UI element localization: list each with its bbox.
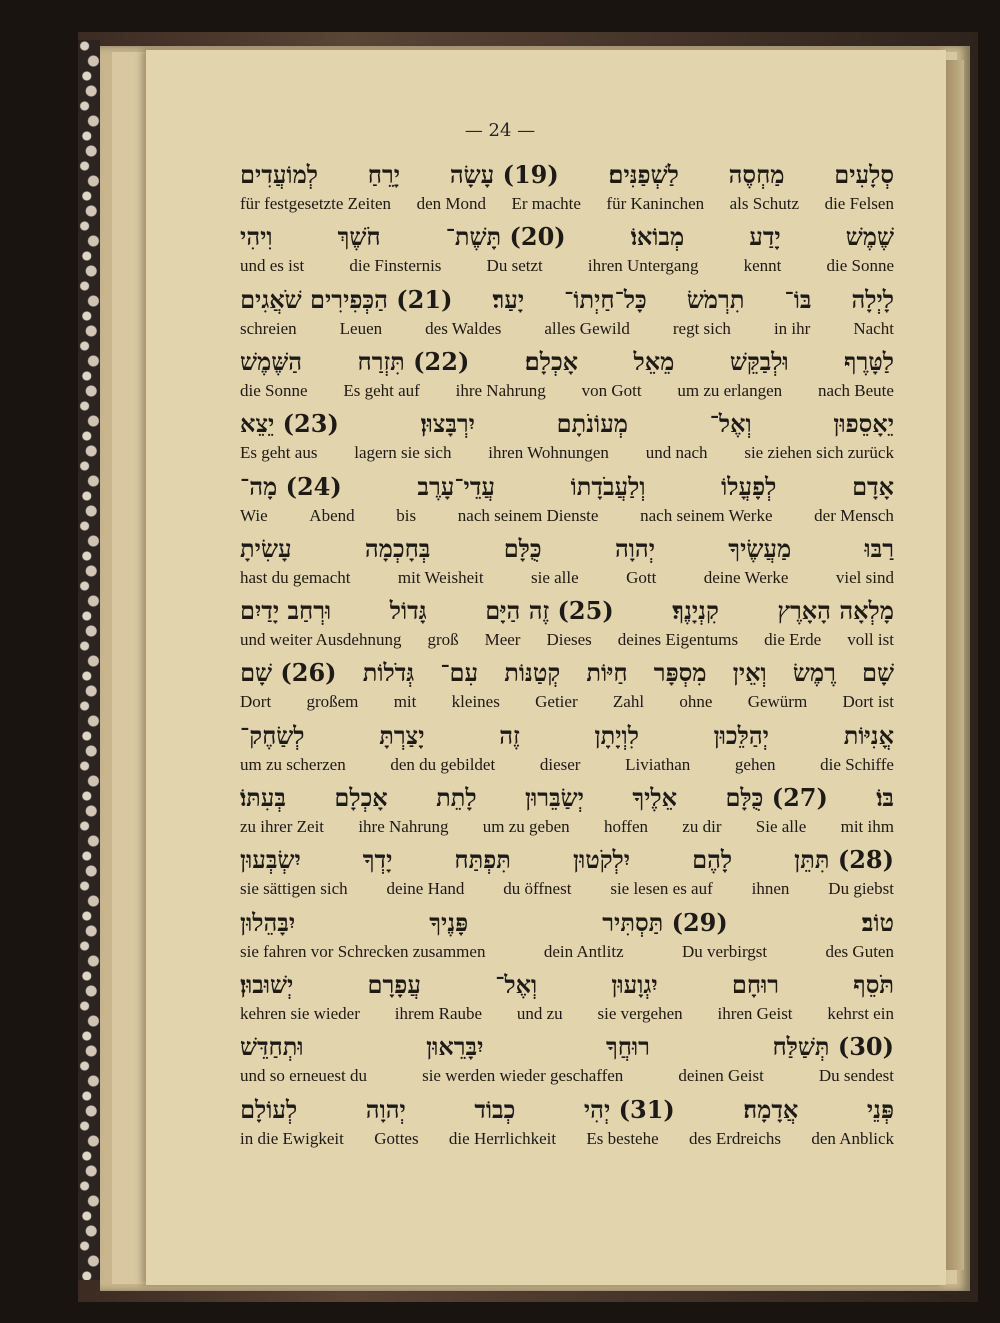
german-word: groß bbox=[427, 630, 459, 650]
hebrew-word: יָרֵחַ bbox=[367, 160, 401, 189]
hebrew-word: מִסְפָּר bbox=[653, 658, 707, 688]
german-word: dein Antlitz bbox=[543, 941, 624, 961]
german-line bbox=[240, 755, 894, 779]
german-word: zu ihrer Zeit bbox=[240, 817, 325, 836]
hebrew-word: וְאֶל־ bbox=[709, 409, 752, 439]
german-line bbox=[240, 879, 894, 903]
german-line bbox=[240, 256, 894, 280]
hebrew-word: יְשַׂבֵּרוּן bbox=[525, 783, 584, 812]
german-word: schreien bbox=[240, 318, 297, 338]
german-word: alles Gewild bbox=[544, 318, 630, 338]
hebrew-word: תֹּסֵף bbox=[853, 969, 894, 999]
hebrew-word: יְהוָה bbox=[614, 533, 655, 563]
german-word: großem bbox=[306, 692, 359, 712]
german-line bbox=[240, 1066, 894, 1090]
german-line bbox=[240, 568, 894, 592]
german-word: kehren sie wieder bbox=[240, 1003, 360, 1023]
hebrew-line bbox=[240, 160, 894, 194]
hebrew-word: לְפָעֳלוֹ bbox=[721, 471, 777, 501]
german-word: Wie bbox=[240, 505, 268, 525]
hebrew-word: בְּעִתּוֹ׃ bbox=[240, 783, 286, 812]
german-word: ohne bbox=[679, 692, 713, 712]
german-word: Er machte bbox=[511, 194, 581, 213]
german-word: und nach bbox=[645, 443, 708, 463]
german-word: Meer bbox=[484, 630, 521, 650]
hebrew-word: לְעוֹלָם bbox=[240, 1094, 298, 1124]
verse-row bbox=[0, 596, 1000, 658]
hebrew-word: (29) תַּסְתִּיר bbox=[602, 907, 728, 937]
verse-row bbox=[0, 222, 1000, 284]
hebrew-word: לָתֵת bbox=[436, 783, 477, 812]
hebrew-word: לְשַׂחֶק־ bbox=[240, 720, 305, 750]
hebrew-line bbox=[240, 658, 894, 692]
german-word: Du setzt bbox=[486, 256, 543, 276]
hebrew-word: גָּדוֹל bbox=[389, 596, 427, 626]
hebrew-word: יָעַר׃ bbox=[492, 284, 525, 314]
verse-row bbox=[0, 409, 1000, 471]
german-word: Liviathan bbox=[625, 754, 691, 774]
german-word: und weiter Ausdehnung bbox=[240, 630, 402, 650]
german-word: und zu bbox=[516, 1003, 563, 1023]
hebrew-word: סְלָעִים bbox=[834, 160, 894, 189]
hebrew-word: אָכְלָם׃ bbox=[524, 346, 579, 376]
hebrew-word: שָׁם bbox=[862, 658, 894, 688]
german-word: bis bbox=[396, 505, 417, 525]
hebrew-word: מַחְסֶה bbox=[728, 160, 785, 189]
verse-row bbox=[0, 908, 1000, 970]
german-word: des Waldes bbox=[425, 318, 502, 338]
hebrew-word: (30) תְּשַׁלַּח bbox=[772, 1032, 894, 1062]
german-word: die Felsen bbox=[824, 194, 894, 213]
german-line bbox=[240, 381, 894, 405]
hebrew-word: יְשׁוּבוּן׃ bbox=[240, 969, 294, 999]
german-word: um zu erlangen bbox=[677, 380, 783, 400]
german-word: den du gebildet bbox=[390, 754, 496, 774]
german-word: ihre Nahrung bbox=[358, 817, 449, 836]
german-line bbox=[240, 443, 894, 467]
hebrew-word: (21) הַכְּפִירִים שֹׁאֲגִים bbox=[240, 284, 453, 314]
german-word: Gewürm bbox=[747, 692, 808, 712]
hebrew-word: וִיהִי bbox=[240, 222, 273, 252]
verse-row bbox=[0, 1032, 1000, 1094]
german-word: sie sättigen sich bbox=[240, 879, 348, 899]
hebrew-word: חֹשֶׁךְ bbox=[337, 222, 381, 252]
verse-row bbox=[0, 347, 1000, 409]
hebrew-word: יִגְוָעוּן bbox=[611, 969, 658, 999]
hebrew-word: (26) שָׁם bbox=[240, 658, 337, 688]
hebrew-word: בּוֹ־ bbox=[784, 284, 812, 314]
hebrew-word: (20) תָּשֶׁת־ bbox=[445, 222, 566, 252]
hebrew-line bbox=[240, 970, 894, 1004]
german-word: Dort bbox=[240, 692, 272, 712]
german-word: ihre Nahrung bbox=[455, 380, 546, 400]
german-word: Gott bbox=[626, 567, 657, 587]
hebrew-line bbox=[240, 472, 894, 506]
german-word: die Sonne bbox=[826, 256, 894, 276]
hebrew-word: יִרְבָּצוּן׃ bbox=[420, 409, 475, 439]
german-word: und so erneuest du bbox=[240, 1066, 368, 1086]
german-word: Dort ist bbox=[842, 692, 894, 712]
hebrew-word: עֲדֵי־עָרֶב bbox=[417, 471, 495, 501]
hebrew-word: עֲפָרָם bbox=[367, 969, 421, 999]
verse-row bbox=[0, 783, 1000, 845]
german-word: hast du gemacht bbox=[240, 567, 351, 587]
hebrew-word: (24) מָה־ bbox=[240, 471, 342, 501]
german-word: ihren Untergang bbox=[587, 256, 699, 276]
hebrew-word: עָשִׂיתָ bbox=[240, 533, 292, 563]
verse-row bbox=[0, 534, 1000, 596]
hebrew-line bbox=[240, 534, 894, 568]
german-word: hoffen bbox=[603, 817, 648, 836]
hebrew-word: רַבּוּ bbox=[864, 533, 894, 563]
verse-row bbox=[0, 658, 1000, 720]
german-word: mit ihm bbox=[840, 817, 894, 836]
hebrew-word: לָהֶם bbox=[692, 845, 733, 875]
german-word: in die Ewigkeit bbox=[240, 1128, 344, 1148]
german-word: mit bbox=[393, 692, 417, 712]
german-word: deine Werke bbox=[703, 567, 789, 587]
german-word: deinen Geist bbox=[678, 1066, 764, 1086]
german-line bbox=[240, 630, 894, 654]
german-word: Du giebst bbox=[828, 879, 894, 899]
hebrew-word: רֶמֶשׂ bbox=[792, 658, 836, 688]
hebrew-line bbox=[240, 347, 894, 381]
hebrew-line bbox=[240, 222, 894, 256]
german-line bbox=[240, 1129, 894, 1153]
hebrew-word: אֳנִיּוֹת bbox=[843, 720, 894, 750]
german-word: lagern sie sich bbox=[354, 443, 452, 463]
german-line bbox=[240, 194, 894, 218]
hebrew-word: קְטַנּוֹת bbox=[504, 658, 561, 688]
hebrew-word: זֶה bbox=[499, 720, 520, 750]
hebrew-word: מָלְאָה הָאָרֶץ bbox=[777, 596, 894, 626]
german-line bbox=[240, 692, 894, 716]
hebrew-word: תִּפְתַּח bbox=[454, 845, 511, 875]
hebrew-word: שֶׁמֶשׁ bbox=[845, 222, 894, 252]
hebrew-word: גְּדֹלוֹת bbox=[362, 658, 415, 688]
german-word: sie ziehen sich zurück bbox=[744, 443, 894, 463]
hebrew-word: וְאֵין bbox=[732, 658, 767, 688]
hebrew-word: יְהוָה bbox=[365, 1094, 406, 1124]
hebrew-line bbox=[240, 285, 894, 319]
hebrew-word: מְעוֹנֹתָם bbox=[556, 409, 629, 439]
german-word: Gottes bbox=[374, 1128, 419, 1148]
hebrew-word: וְלַעֲבֹדָתוֹ bbox=[570, 471, 646, 501]
hebrew-word: (25) זֶה הַיָּם bbox=[485, 596, 614, 626]
german-word: dieser bbox=[539, 754, 581, 774]
german-word: sie werden wieder geschaffen bbox=[422, 1066, 624, 1086]
verse-row bbox=[0, 845, 1000, 907]
german-word: deine Hand bbox=[386, 879, 465, 899]
german-word: von Gott bbox=[581, 380, 642, 400]
german-line bbox=[240, 319, 894, 343]
hebrew-word: חַיּוֹת bbox=[586, 658, 628, 688]
german-word: der Mensch bbox=[814, 505, 894, 525]
hebrew-word: לָיְלָה bbox=[851, 284, 894, 314]
verse-row bbox=[0, 285, 1000, 347]
hebrew-line bbox=[240, 783, 894, 817]
german-word: sie alle bbox=[531, 567, 579, 587]
german-word: Es bestehe bbox=[586, 1128, 659, 1148]
hebrew-word: כֻּלָּם bbox=[503, 533, 542, 563]
hebrew-word: רוּחָם bbox=[731, 969, 779, 999]
hebrew-word: פָּנֶיךָ bbox=[429, 907, 469, 937]
german-word: Leuen bbox=[339, 318, 383, 338]
german-word: um zu scherzen bbox=[240, 754, 346, 774]
german-word: kennt bbox=[743, 256, 782, 276]
german-word: gehen bbox=[734, 754, 776, 774]
hebrew-word: לַטָּרֶף bbox=[844, 346, 894, 376]
hebrew-word: יִבָּרֵאוּן bbox=[426, 1032, 484, 1062]
german-word: Nacht bbox=[853, 318, 894, 338]
hebrew-word: כָּל־חַיְתוֹ־ bbox=[564, 284, 647, 314]
german-word: des Erdreichs bbox=[688, 1128, 782, 1148]
hebrew-line bbox=[240, 721, 894, 755]
german-word: ihnen bbox=[751, 879, 790, 899]
verse-row bbox=[0, 721, 1000, 783]
hebrew-word: קִנְיָנֶךָ׃ bbox=[672, 596, 719, 626]
german-word: viel sind bbox=[835, 567, 894, 587]
hebrew-word: כְבוֹד bbox=[474, 1094, 516, 1124]
hebrew-word: אֵלֶיךָ bbox=[632, 783, 678, 812]
hebrew-word: יִלְקֹטוּן bbox=[572, 845, 631, 875]
german-word: die Finsternis bbox=[349, 256, 442, 276]
hebrew-word: אָכְלָם bbox=[334, 783, 388, 812]
hebrew-word: לַשְׁפַנִּים׃ bbox=[608, 160, 679, 189]
hebrew-word: (23) יֵצֵא bbox=[240, 409, 339, 439]
verse-row bbox=[0, 1095, 1000, 1157]
german-word: Abend bbox=[309, 505, 355, 525]
hebrew-word: יָדְךָ bbox=[362, 845, 393, 875]
german-word: Dieses bbox=[546, 630, 592, 650]
hebrew-word: אֲדָמָה׃ bbox=[743, 1094, 799, 1124]
hebrew-word: יָצַרְתָּ bbox=[379, 720, 425, 750]
hebrew-word: בְּחָכְמָה bbox=[364, 533, 431, 563]
german-word: kleines bbox=[451, 692, 500, 712]
german-word: in ihr bbox=[773, 318, 811, 338]
german-word: die Erde bbox=[764, 630, 822, 650]
hebrew-word: יָדַע bbox=[749, 222, 781, 252]
german-word: sie vergehen bbox=[597, 1003, 683, 1023]
german-word: ihren Geist bbox=[717, 1003, 793, 1023]
german-line bbox=[240, 817, 894, 841]
german-word: nach seinem Werke bbox=[640, 505, 773, 525]
german-word: du öffnest bbox=[503, 879, 572, 899]
hebrew-line bbox=[240, 1095, 894, 1129]
hebrew-word: יִשְׂבְּעוּן bbox=[240, 845, 301, 875]
hebrew-word: מַעֲשֶׂיךָ bbox=[728, 533, 792, 563]
hebrew-word: בּוֹ׃ bbox=[876, 783, 894, 812]
german-word: für festgesetzte Zeiten bbox=[240, 194, 392, 213]
hebrew-word: עִם־ bbox=[440, 658, 479, 688]
hebrew-line bbox=[240, 908, 894, 942]
german-word: kehrst ein bbox=[827, 1003, 894, 1023]
hebrew-word: וּתְחַדֵּשׁ bbox=[240, 1032, 304, 1062]
hebrew-word: הַשֶּׁמֶשׁ bbox=[240, 346, 303, 376]
german-word: die Herrlichkeit bbox=[448, 1128, 557, 1148]
german-word: des Guten bbox=[825, 941, 894, 961]
hebrew-word: (22) תִּזְרַח bbox=[357, 346, 470, 376]
german-word: ihren Wohnungen bbox=[488, 443, 609, 463]
hebrew-line bbox=[240, 845, 894, 879]
german-word: Getier bbox=[535, 692, 578, 712]
hebrew-word: וּרְחַב יָדַיִם bbox=[240, 596, 332, 626]
hebrew-word: אָדָם bbox=[852, 471, 894, 501]
page-number: — 24 — bbox=[464, 120, 536, 141]
hebrew-word: מֵאֵל bbox=[633, 346, 675, 376]
german-line bbox=[240, 506, 894, 530]
german-word: den Anblick bbox=[811, 1128, 894, 1148]
hebrew-word: יְהַלֵּכוּן bbox=[713, 720, 769, 750]
hebrew-word: תִרְמֹשׂ bbox=[686, 284, 745, 314]
german-word: die Sonne bbox=[240, 380, 308, 400]
hebrew-word: (28) תִּתֵּן bbox=[794, 845, 894, 875]
german-word: Du verbirgst bbox=[681, 941, 768, 961]
hebrew-line bbox=[240, 1032, 894, 1066]
german-word: nach seinem Dienste bbox=[457, 505, 599, 525]
german-word: als Schutz bbox=[729, 194, 800, 213]
german-word: Zahl bbox=[612, 692, 645, 712]
hebrew-word: וְאֶל־ bbox=[495, 969, 538, 999]
hebrew-line bbox=[240, 409, 894, 443]
german-word: den Mond bbox=[416, 194, 486, 213]
german-word: mit Weisheit bbox=[397, 567, 484, 587]
verse-row bbox=[0, 160, 1000, 222]
hebrew-word: טוֹב׃ bbox=[861, 907, 894, 937]
hebrew-word: (27) כֻּלָּם bbox=[725, 783, 828, 812]
hebrew-word: לִוְיָתָן bbox=[594, 720, 639, 750]
german-word: deines Eigentums bbox=[617, 630, 739, 650]
hebrew-word: (19) עָשָׂה bbox=[449, 160, 559, 189]
german-word: sie fahren vor Schrecken zusammen bbox=[240, 941, 486, 961]
german-word: nach Beute bbox=[817, 380, 894, 400]
german-line bbox=[240, 1004, 894, 1028]
german-word: sie lesen es auf bbox=[610, 879, 713, 899]
german-line bbox=[240, 942, 894, 966]
german-word: zu dir bbox=[682, 817, 722, 836]
hebrew-line bbox=[240, 596, 894, 630]
german-word: Es geht auf bbox=[343, 380, 420, 400]
hebrew-word: מְבוֹאוֹ׃ bbox=[630, 222, 685, 252]
german-word: ihrem Raube bbox=[394, 1003, 483, 1023]
hebrew-word: לְמוֹעֲדִים bbox=[240, 160, 319, 189]
german-word: Du sendest bbox=[818, 1066, 894, 1086]
hebrew-word: יֵאָסֵפוּן bbox=[833, 409, 894, 439]
german-word: und es ist bbox=[240, 256, 305, 276]
hebrew-word: רוּחֲךָ bbox=[605, 1032, 650, 1062]
hebrew-word: פְּנֵי bbox=[866, 1094, 894, 1124]
german-word: die Schiffe bbox=[820, 754, 894, 774]
german-word: regt sich bbox=[672, 318, 731, 338]
verse-row bbox=[0, 970, 1000, 1032]
german-word: um zu geben bbox=[482, 817, 570, 836]
german-word: für Kaninchen bbox=[606, 194, 705, 213]
german-word: Es geht aus bbox=[240, 443, 318, 463]
verse-row bbox=[0, 472, 1000, 534]
hebrew-word: (31) יְהִי bbox=[583, 1094, 675, 1124]
german-word: voll ist bbox=[847, 630, 894, 650]
hebrew-word: וּלְבַקֵּשׁ bbox=[729, 346, 789, 376]
german-word: Sie alle bbox=[755, 817, 807, 836]
hebrew-word: יִבָּהֵלוּן bbox=[240, 907, 296, 937]
